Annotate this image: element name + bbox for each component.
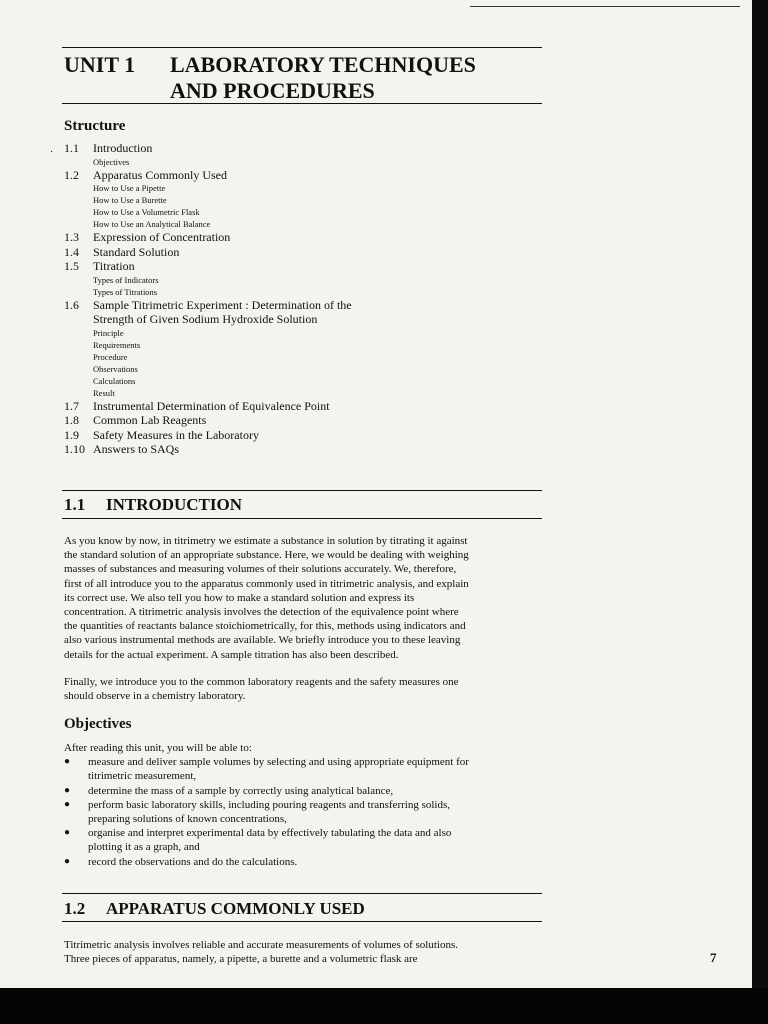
text-line: Three pieces of apparatus, namely, a pipette, a burette and a volumetric flask are [64,953,418,966]
toc-subentry: Calculations [93,375,136,386]
objectives-heading: Objectives [64,716,132,732]
section-heading-apparatus [64,899,365,919]
title-top-rule [62,47,542,48]
objective-line: ● perform basic laboratory skills, including pouring reagents and transferring solids, [88,798,450,811]
structure-heading: Structure [64,118,126,134]
objectives-list [64,741,542,869]
toc-subentry: Types of Indicators [93,274,159,285]
toc-entry [64,413,534,428]
title-bottom-rule [62,103,542,104]
objective-item [64,826,542,854]
objective-line: ● organise and interpret experimental data by effectively tabulating the data and also [88,827,452,840]
toc-entry [64,442,534,457]
text-line: the standard solution of an appropriate substance. Here, we would be dealing with weighing [64,549,469,562]
section-title: APPARATUS COMMONLY USED [106,899,365,918]
objectives-intro: After reading this unit, you will be able to: [64,742,252,754]
text-line: also various instrumental methods are available. We briefly introduce you to these leaving [64,634,461,647]
toc-subentry: Requirements [93,339,141,350]
text-line: Titrimetric analysis involves reliable and accurate measurements of volumes of solutions. [64,939,458,951]
toc-subentry: How to Use a Burette [93,195,167,205]
text-line: should observe in a chemistry laboratory. [64,690,246,703]
text-line: As you know by now, in titrimetry we estimate a substance in solution by titrating it against [64,535,468,547]
scan-bottom-border [0,988,768,1024]
toc-entry [64,428,534,443]
text-line: the quantities of reactants balance stoichiometrically, for this, methods using indicators and [64,620,466,633]
objective-item [64,855,542,869]
margin-dot: · [50,147,54,158]
toc-subentry: Types of Titrations [93,286,158,297]
objective-line: ● record the observations and do the calculations. [88,855,298,868]
page-number: 7 [710,950,717,965]
toc-subentry: Procedure [93,351,128,362]
toc-entry-label: Apparatus Commonly Used [93,167,227,182]
text-line: masses of substances and measuring volumes of their solutions accurately. We, therefore, [64,563,457,576]
text-line: concentration. A titrimetric analysis involves the detection of the equivalence point where [64,606,459,619]
toc-entry-number: 1.1 [64,141,79,155]
toc-entry-label: Instrumental Determination of Equivalence Point [93,398,330,413]
toc-subentry: How to Use a Volumetric Flask [93,207,200,217]
toc-entry-label: Answers to SAQs [93,442,180,456]
toc-entry-number: 1.7 [64,398,79,413]
apparatus-top-rule [62,893,542,894]
toc-entry [64,259,534,274]
unit-number: UNIT 1 [64,52,136,77]
toc-subentry: Objectives [93,156,130,167]
toc-entry [64,245,534,260]
toc-subentry: Principle [93,327,124,338]
toc-entry [64,298,534,313]
objective-item [64,784,542,798]
toc-entry [64,141,534,156]
toc-entry-label: Introduction [93,141,153,155]
text-line: Finally, we introduce you to the common laboratory reagents and the safety measures one [64,676,459,688]
book-spine-shadow [752,0,768,988]
objective-item [64,798,542,826]
intro-top-rule [62,490,542,491]
section-number: 1.1 [64,495,86,514]
objective-line: preparing solutions of known concentrations, [88,813,287,826]
toc-subentry: How to Use a Pipette [93,183,166,193]
objective-item [64,755,542,783]
toc-entry-label: Standard Solution [93,244,180,259]
toc-entry-number: 1.10 [64,442,85,456]
top-edge-line [470,6,740,7]
toc-entry [64,168,534,183]
unit-title-line2: AND PROCEDURES [170,78,375,103]
toc-subentry: How to Use an Analytical Balance [93,219,211,229]
toc-entry-number: 1.3 [64,230,79,244]
section-number: 1.2 [64,899,86,918]
apparatus-bottom-rule [62,921,542,922]
intro-paragraph-1 [64,534,539,662]
toc-subentry: Observations [93,363,138,374]
toc-entry-label: Sample Titrimetric Experiment : Determination of the [93,297,352,312]
intro-paragraph-2 [64,675,539,703]
text-line: first of all introduce you to the apparatus commonly used in titrimetric analysis, and explain [64,577,469,590]
text-line: details for the actual experiment. A sample titration has also been described. [64,648,399,661]
toc-entry-label: Titration [93,259,135,273]
unit-title-line1: LABORATORY TECHNIQUES [170,52,476,77]
toc-entry-label: Common Lab Reagents [93,413,207,427]
structure-toc [64,141,534,457]
toc-entry-continuation: Strength of Given Sodium Hydroxide Solution [93,312,318,326]
objective-line: titrimetric measurement, [88,770,197,783]
toc-entry-number: 1.2 [64,167,79,182]
section-title: INTRODUCTION [106,495,243,514]
toc-entry [64,399,534,414]
toc-entry-label: Safety Measures in the Laboratory [93,427,259,442]
objective-line: ● measure and deliver sample volumes by selecting and using appropriate equipment for [88,756,469,769]
objective-line: ● determine the mass of a sample by correctly using analytical balance, [88,784,394,797]
toc-entry-label: Expression of Concentration [93,230,231,244]
toc-subentry: Result [93,387,115,398]
apparatus-paragraph [64,938,539,966]
intro-bottom-rule [62,518,542,519]
text-line: its correct use. We also tell you how to make a standard solution and express its [64,591,415,604]
toc-entry-number: 1.5 [64,259,79,273]
toc-entry-number: 1.4 [64,244,79,259]
objective-line: plotting it as a graph, and [88,841,200,854]
toc-entry-number: 1.8 [64,413,79,427]
unit-title [64,52,476,103]
toc-entry-number: 1.6 [64,297,79,312]
toc-entry-number: 1.9 [64,427,79,442]
section-heading-introduction [64,495,242,515]
toc-entry [64,230,534,245]
